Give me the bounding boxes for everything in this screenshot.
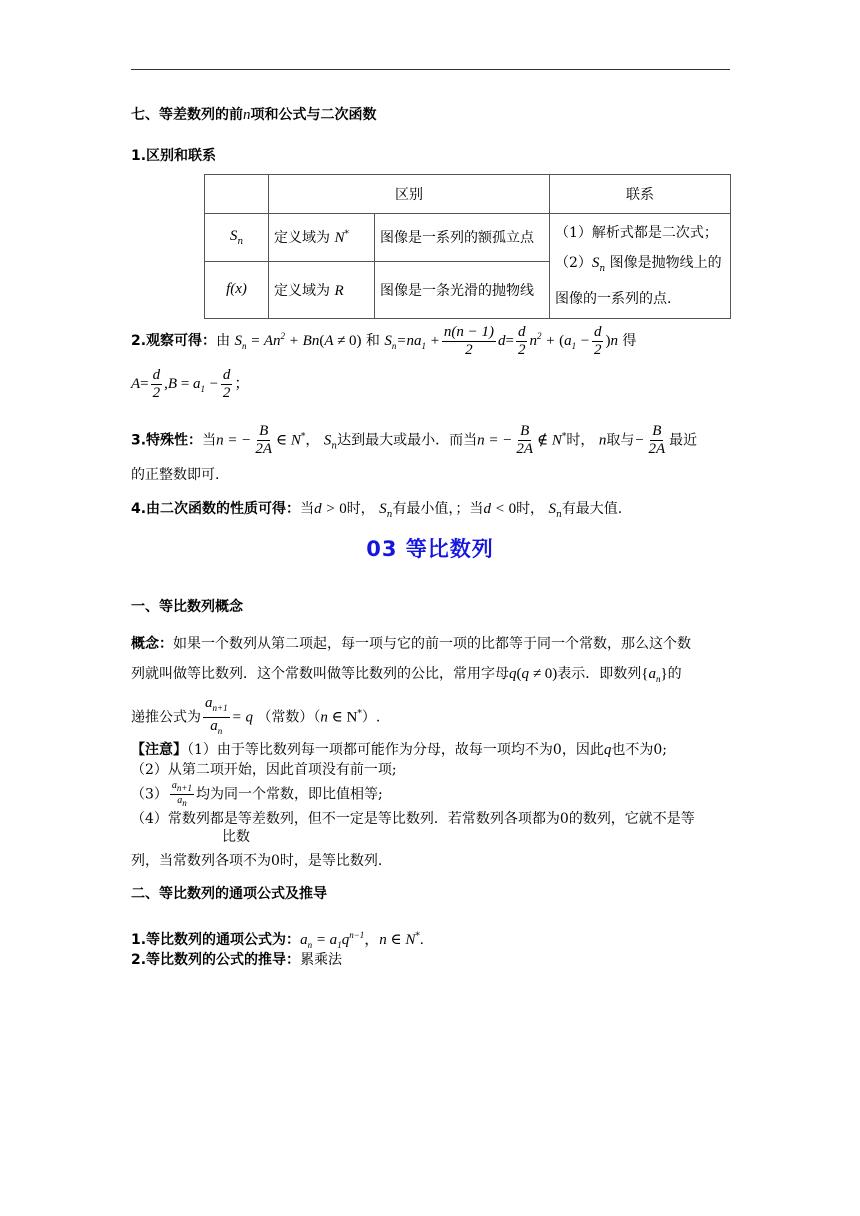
section-7-title-a: 七、等差数列的前 [131, 107, 243, 123]
subsection-3-heading: 3.特殊性： [131, 432, 203, 449]
subsection-2-line2: A= $\frac{d}{2}$ $,B = a_1$ − $\frac{d}{2}$ ； [131, 366, 250, 401]
subsection-4-line: 4.由二次函数的性质可得：当d > 0时， $S_n$有最小值，；当d < 0时， $S_n$有最大值. [131, 501, 623, 520]
subsection-2-heading: 2.观察可得： [131, 333, 217, 349]
note-line-5: 列，当常数列各项不为0时，是等比数列. [131, 853, 383, 869]
table-row2-label: f(x) [205, 261, 269, 318]
formula-sn-general: $S_n = An^2 + Bn$ [234, 331, 320, 351]
table-row2-domain: 定义域为 R [269, 261, 375, 318]
subsection-3-line1: 3.特殊性：当n = − $\frac{B}{2A}$ ∈ N*， $S_n$达到最大或最小．而当n = − $\frac{B}{2A}$ ∉ N*时， n取与− $\frac{B}{2A}$ 最近 [131, 423, 698, 458]
table-relation-cell [550, 214, 731, 319]
table-header-difference: 区别 [269, 175, 550, 214]
note-line-3: （3） $\frac{a_{n+1}}{a_n}$ 均为同一个常数，即比值相等; [131, 780, 383, 808]
concept-paragraph [131, 629, 731, 740]
table-row1-graph: 图像是一系列的额孤立点 [375, 214, 550, 262]
note-block [131, 740, 731, 871]
subsection-3-line2: 的正整数即可. [131, 467, 220, 483]
section-7-title-n: n [243, 107, 251, 123]
section-7-title [131, 105, 731, 125]
table-row2-graph: 图像是一条光滑的抛物线 [375, 261, 550, 318]
note-line-4: （4）常数列都是等差数列，但不一定是等比数列．若常数列各项都为0的数列，它就不是等 [131, 811, 695, 827]
concept-line-3: 递推公式为 $\frac{a_{n+1}}{a_n}$ = q （常数）（n ∈ N*）. [131, 695, 381, 737]
section-7-title-b: 项和公式与二次函数 [250, 107, 377, 123]
note-line-4b: 比数 [222, 829, 250, 845]
concept-line-2: 列就叫做等比数列．这个常数叫做等比数列的公比，常用字母q(q ≠ 0)表示．即数列$\{a_n\}$的 [131, 666, 682, 684]
frac-n-n-1-over-2: $\frac{n(n - 1)}{2}$ [443, 323, 494, 358]
formula-sn-arith: $S_n=na_1$ + [384, 333, 440, 351]
header-rule [131, 69, 730, 70]
section-1-title: 一、等比数列概念 [131, 599, 243, 615]
frac-d-over-2: $\frac{d}{2}$ [517, 323, 526, 358]
chapter-title: 03 等比数列 [366, 537, 494, 561]
relation-line-3: 图像的一系列的点. [555, 290, 672, 307]
subsection-1-heading: 1.区别和联系 [131, 148, 217, 164]
note-line-2: （2）从第二项开始，因此首项没有前一项; [131, 762, 397, 778]
concept-line-1: 概念：如果一个数列从第二项起，每一项与它的前一项的比都等于同一个常数，那么这个数 [131, 636, 691, 652]
table-row1-label: $S_n$ [205, 214, 269, 262]
table-header-relation: 联系 [550, 175, 731, 214]
formula-1-line: 1.等比数列的通项公式为：$a_n = a_1q^{n-1}$，n ∈ N*. [131, 930, 424, 950]
subsection-4-heading: 4.由二次函数的性质可得： [131, 501, 301, 517]
comparison-table [204, 174, 731, 319]
formula-2-line: 2.等比数列的公式的推导：累乘法 [131, 952, 343, 968]
note-line-1: 【注意】（1）由于等比数列每一项都可能作为分母，故每一项均不为0，因此q也不为0; [131, 742, 667, 758]
table-row1-domain: 定义域为 N* [269, 214, 375, 262]
section-2-title: 二、等比数列的通项公式及推导 [131, 886, 327, 902]
relation-line-2: $(2)S_n$ 图像是抛物线上的 [555, 255, 722, 274]
relation-line-1: （1）解析式都是二次式； [555, 225, 718, 241]
subsection-2-line1: 2.观察可得：由 $S_n = An^2 + Bn(A \ne 0)$ 和 $S_n=na_1$ + $\frac{n(n - 1)}{2}$ d= $\frac{d}{2}$ $n^2 + (a_1$ − $\frac{d}{2}$ )n 得 [131, 323, 637, 358]
table-corner-cell [205, 175, 269, 214]
